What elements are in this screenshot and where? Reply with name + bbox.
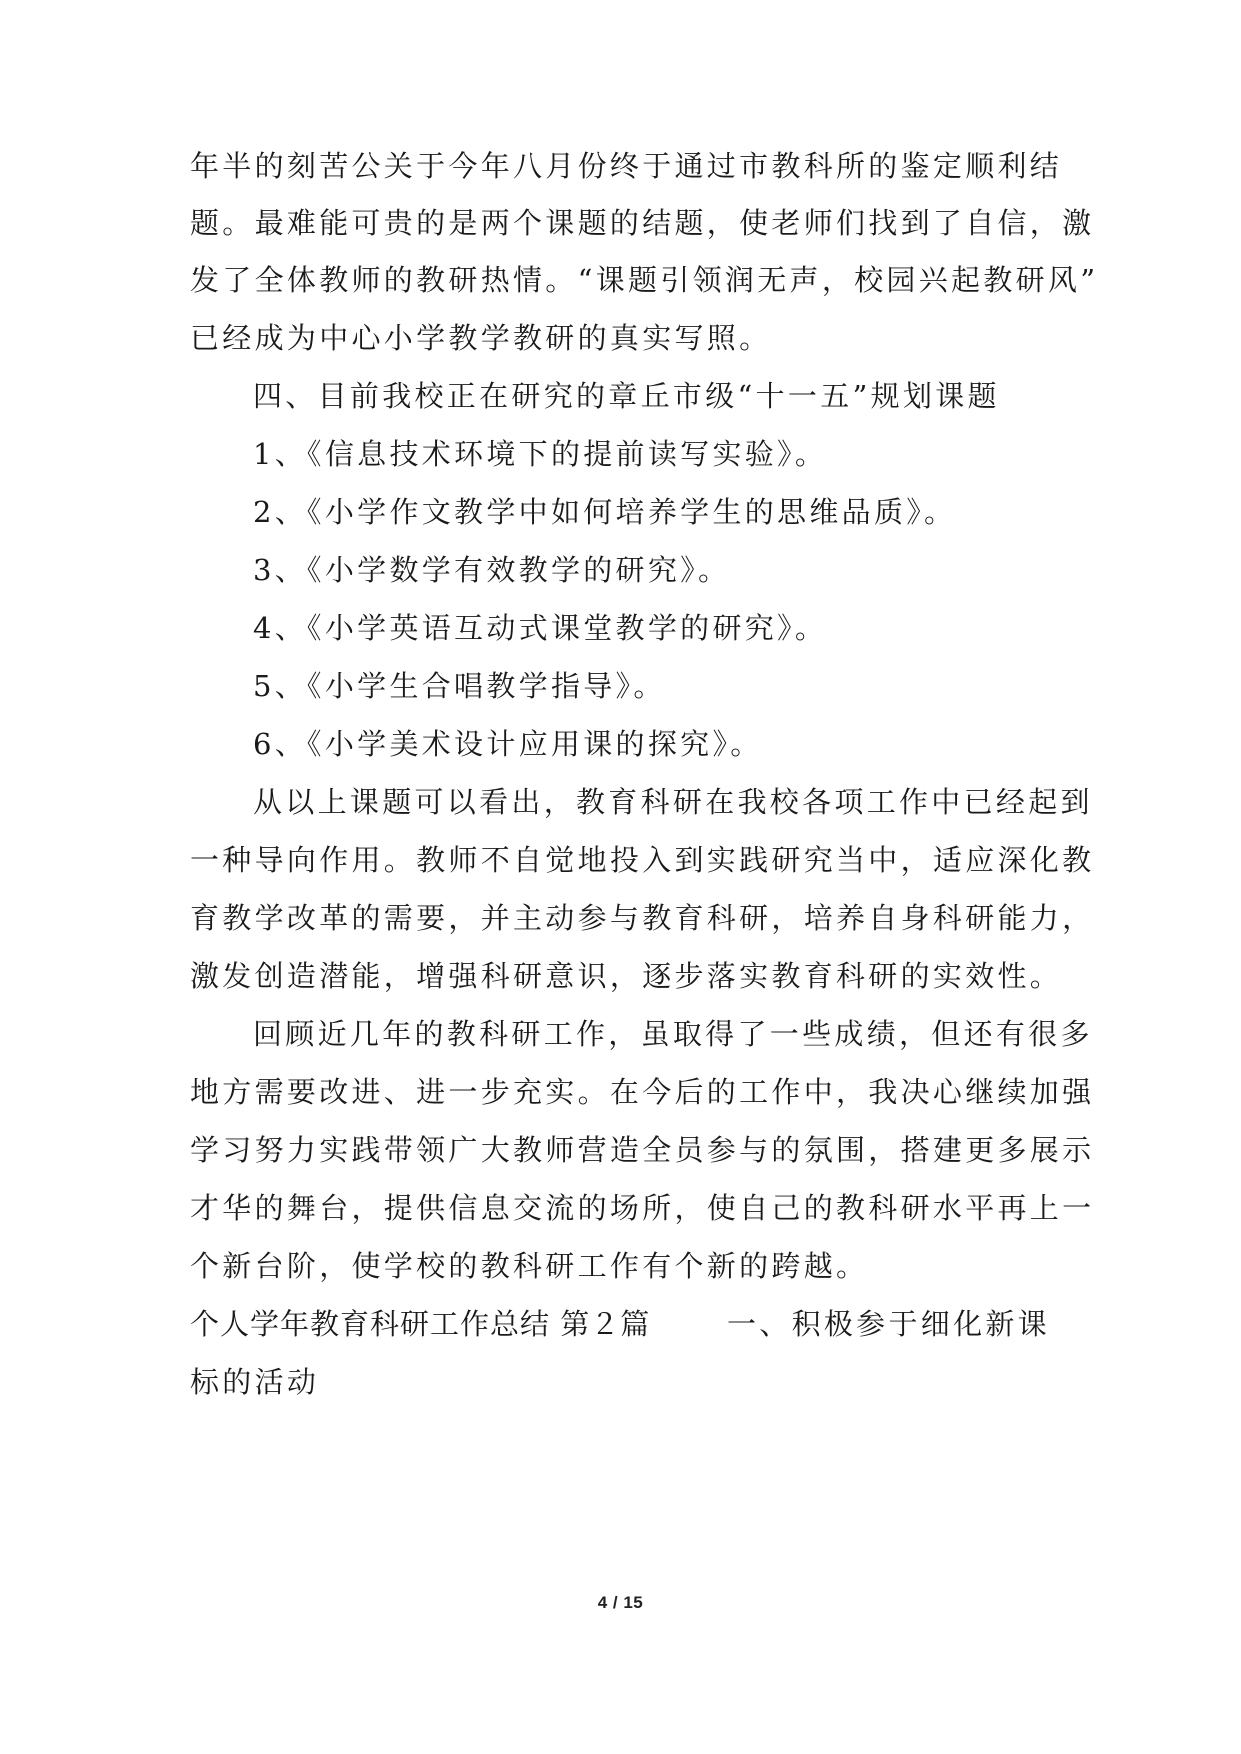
page-number: 4 / 15 [597,1593,644,1612]
section-subtitle: 一、积极参于细化新课 [726,1307,1050,1341]
section-subtitle-continued: 标的活动 [190,1365,320,1399]
paragraph-line: 学习努力实践带领广大教师营造全员参与的氛围，搭建更多展示 [190,1133,1095,1167]
paragraph-line: 一种导向作用。教师不自觉地投入到实践研究当中，适应深化教 [190,843,1095,877]
list-item: 5、《小学生合唱教学指导》。 [253,669,666,703]
paragraph-line: 从以上课题可以看出，教育科研在我校各项工作中已经起到 [253,785,1093,819]
section-heading [190,1304,1050,1344]
list-item: 6、《小学美术设计应用课的探究》。 [253,727,763,761]
list-item: 4、《小学英语互动式课堂教学的研究》。 [253,611,828,645]
list-item: 1、《信息技术环境下的提前读写实验》。 [253,437,828,471]
section-subheading: 四、目前我校正在研究的章丘市级“十一五”规划课题 [253,379,1000,413]
paragraph-line: 个新台阶，使学校的教科研工作有个新的跨越。 [190,1249,869,1283]
paragraph-line: 激发创造潜能，增强科研意识，逐步落实教育科研的实效性。 [190,959,1063,993]
paragraph-line: 题。最难能可贵的是两个课题的结题，使老师们找到了自信，激 [190,206,1095,240]
section-title: 个人学年教育科研工作总结 第２篇 [190,1307,651,1341]
paragraph-line: 年半的刻苦公关于今年八月份终于通过市教科所的鉴定顺利结 [190,149,1063,183]
paragraph-line: 回顾近几年的教科研工作，虽取得了一些成绩，但还有很多 [253,1017,1093,1051]
paragraph-line: 育教学改革的需要，并主动参与教育科研，培养自身科研能力， [190,901,1095,935]
list-item: 2、《小学作文教学中如何培养学生的思维品质》。 [253,495,957,529]
list-item: 3、《小学数学有效教学的研究》。 [253,553,731,587]
paragraph-line: 发了全体教师的教研热情。“课题引领润无声，校园兴起教研风” [190,263,1099,297]
paragraph-line: 已经成为中心小学教学教研的真实写照。 [190,321,772,355]
paragraph-line: 才华的舞台，提供信息交流的场所，使自己的教科研水平再上一 [190,1191,1095,1225]
paragraph-line: 地方需要改进、进一步充实。在今后的工作中，我决心继续加强 [190,1075,1095,1109]
